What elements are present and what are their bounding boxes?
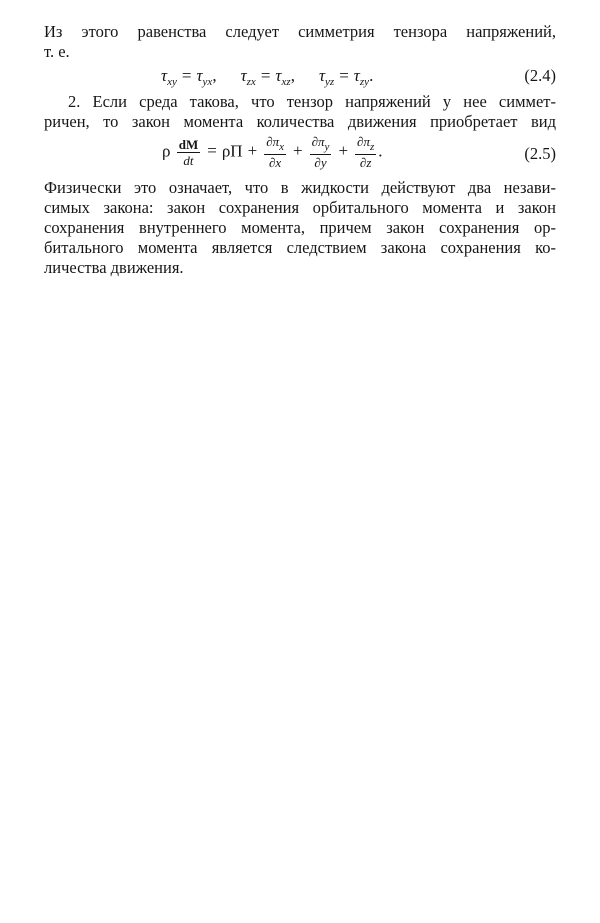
fraction-dpi-y: $\frac{\partial\pi_y}{\partial y}$ (311, 134, 330, 170)
equation-number: (2.4) (524, 66, 556, 85)
paragraph-line-9: личества движения. (44, 258, 184, 277)
equation-2-5-body: ρ $\frac{dM}{dt}$ = ρΠ + $\frac{\partial\pi_x}{\partial x}$ + $\frac{\partial\pi_y}{\partial y}$ + $\frac{\partial\pi_z}{\partial z}$ . (162, 134, 383, 170)
equation-2-5 (44, 132, 556, 176)
paragraph-line-7: сохранения внутреннего момента, причем закон сохранения ор- (44, 218, 556, 237)
paragraph-line-6: симых закона: закон сохранения орбитального момента и закон (44, 198, 556, 217)
paragraph-line-8: битального момента является следствием закона сохранения ко- (44, 238, 556, 257)
equation-2-4-body: $\tau_{xy} = \tau_{yx}$, $\tau_{zx} = \tau_{xz}$, $\tau_{yz} = \tau_{zy}$. (161, 66, 374, 88)
fraction-dM-dt: $\frac{dM}{dt}$ (178, 136, 199, 168)
paragraph-line-1: Из этого равенства следует симметрия тензора напряжений, (44, 22, 556, 41)
paragraph-line-5: Физически это означает, что в жидкости действуют два незави- (44, 178, 556, 197)
paragraph-line-4: ричен, то закон момента количества движения приобретает вид (44, 112, 556, 131)
paragraph-line-2: т. е. (44, 42, 70, 61)
fraction-dpi-z: $\frac{\partial\pi_z}{\partial z}$ (357, 134, 375, 170)
paragraph-line-3: 2. Если среда такова, что тензор напряжений у нее симмет- (68, 92, 556, 111)
equation-number: (2.5) (524, 144, 556, 163)
fraction-dpi-x: $\frac{\partial\pi_x}{\partial x}$ (266, 134, 285, 170)
